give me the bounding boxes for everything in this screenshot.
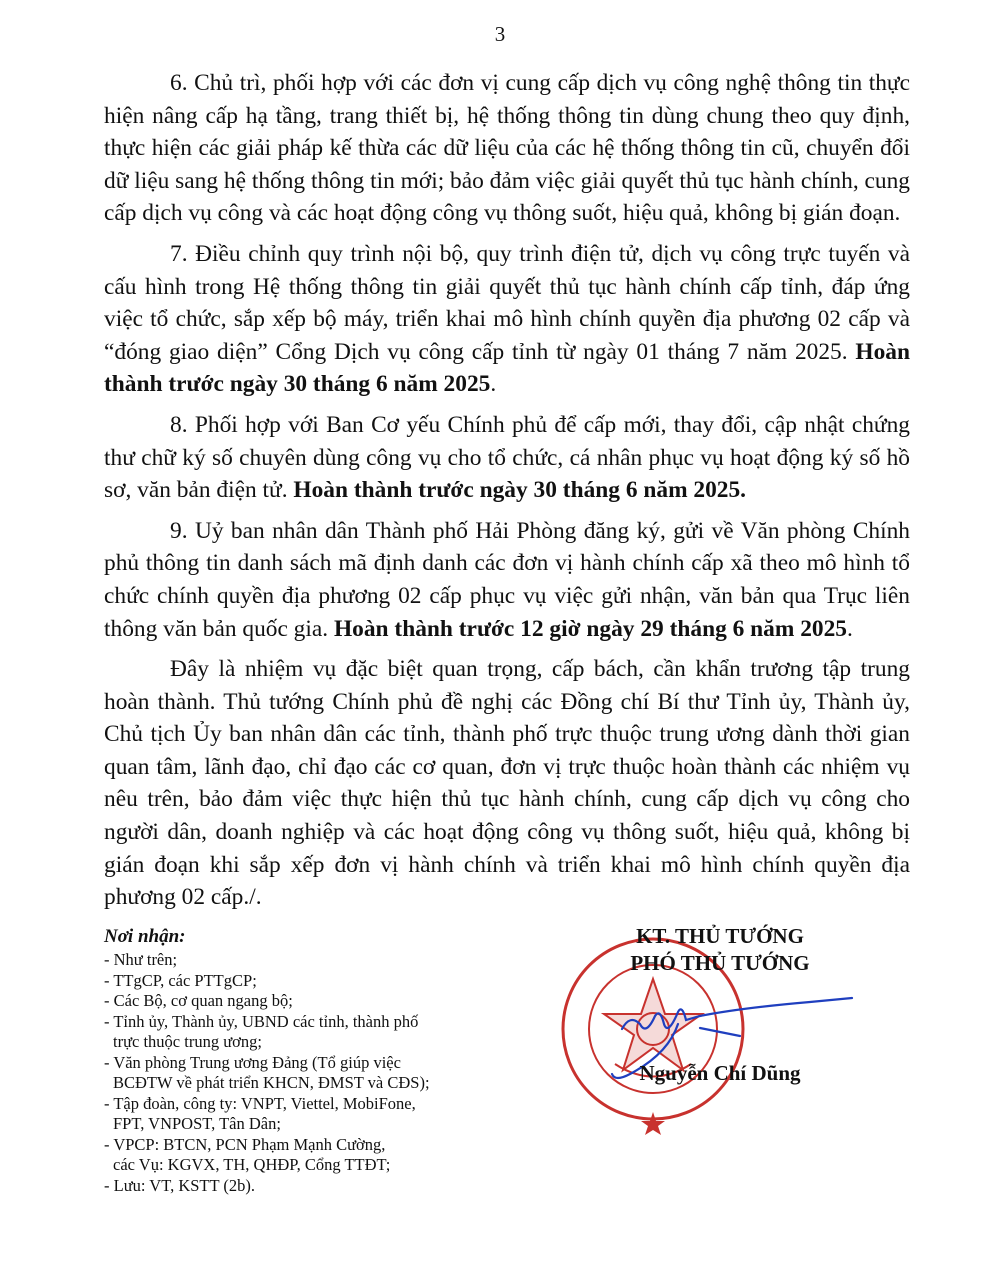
recipient-line: FPT, VNPOST, Tân Dân;	[113, 1114, 281, 1133]
paragraph-text: 7. Điều chỉnh quy trình nội bộ, quy trình điện tử, dịch vụ công trực tuyến và cấu hình trong Hệ thống thông tin giải quyết thủ tục hành chính cấp tỉnh, đáp ứng việc tổ chức, sắp xếp bộ máy, triển khai mô hình chính quyền địa phương 02 cấp và “đóng giao diện” Cổng Dịch vụ công cấp tỉnh từ ngày 01 tháng 7 năm 2025.	[104, 240, 910, 365]
paragraph-8	[104, 409, 910, 507]
recipient-item	[104, 1094, 524, 1135]
recipient-item	[104, 991, 524, 1012]
recipient-item	[104, 1135, 524, 1176]
page-number: 3	[494, 22, 506, 46]
paragraph-end: .	[846, 615, 853, 642]
recipient-line: - Các Bộ, cơ quan ngang bộ;	[104, 991, 293, 1010]
recipient-item	[104, 1176, 524, 1197]
paragraph-7	[104, 238, 910, 401]
recipient-line: các Vụ: KGVX, TH, QHĐP, Cổng TTĐT;	[113, 1155, 391, 1174]
paragraph-text: 6. Chủ trì, phối hợp với các đơn vị cung cấp dịch vụ công nghệ thông tin thực hiện nâng cấp hạ tầng, trang thiết bị, hệ thống thông tin dùng chung theo quy định, thực hiện các giải pháp kế thừa các dữ liệu của các hệ thống thông tin cũ, chuyển đổi dữ liệu sang hệ thống thông tin mới; bảo đảm việc giải quyết thủ tục hành chính, cung cấp dịch vụ công và các hoạt động công vụ thông suốt, hiệu quả, không bị gián đoạn.	[104, 70, 910, 227]
recipients-title: Nơi nhận:	[104, 926, 186, 947]
document-body	[104, 67, 910, 922]
recipient-line: - Tỉnh ủy, Thành ủy, UBND các tỉnh, thành phố	[104, 1011, 419, 1031]
signer-name: Nguyễn Chí Dũng	[639, 1061, 801, 1085]
recipient-line: - Tập đoàn, công ty: VNPT, Viettel, MobiFone,	[104, 1093, 416, 1113]
recipient-item	[104, 1053, 524, 1094]
recipient-item	[104, 971, 524, 992]
closing-paragraph	[104, 653, 910, 914]
signature-title-1: KT. THỦ TƯỚNG	[636, 924, 804, 948]
recipient-line: - Như trên;	[104, 950, 178, 969]
deadline-text: Hoàn thành trước 12 giờ ngày 29 tháng 6 năm 2025	[333, 615, 847, 642]
recipient-line: - Lưu: VT, KSTT (2b).	[104, 1175, 256, 1195]
paragraph-text: 8. Phối hợp với Ban Cơ yếu Chính phủ để cấp mới, thay đổi, cập nhật chứng thư chữ ký số chuyên dùng công vụ cho tổ chức, cá nhân phục vụ hoạt động ký số hồ sơ, văn bản điện tử.	[104, 411, 910, 504]
recipient-item	[104, 1012, 524, 1053]
paragraph-end: .	[490, 371, 497, 398]
paragraph-9	[104, 515, 910, 645]
paragraph-text: 9. Uỷ ban nhân dân Thành phố Hải Phòng đăng ký, gửi về Văn phòng Chính phủ thông tin danh sách mã định danh các đơn vị hành chính cấp xã theo mô hình tổ chức chính quyền địa phương 02 cấp phục vụ việc gửi nhận, văn bản qua Trục liên thông văn bản quốc gia.	[104, 517, 910, 642]
recipient-line: BCĐTW về phát triển KHCN, ĐMST và CĐS);	[113, 1073, 430, 1092]
recipient-line: - TTgCP, các PTTgCP;	[104, 970, 257, 990]
recipient-item	[104, 950, 524, 971]
recipient-line: trực thuộc trung ương;	[113, 1032, 262, 1051]
recipient-line: - VPCP: BTCN, PCN Phạm Mạnh Cường,	[104, 1134, 386, 1154]
deadline-text: Hoàn thành trước ngày 30 tháng 6 năm 2025.	[293, 477, 747, 504]
recipient-line: - Văn phòng Trung ương Đảng (Tổ giúp việc	[104, 1052, 401, 1072]
recipients-block	[104, 924, 524, 1196]
paragraph-text: Đây là nhiệm vụ đặc biệt quan trọng, cấp bách, cần khẩn trương tập trung hoàn thành. Thủ tướng Chính phủ đề nghị các Đồng chí Bí thư Tỉnh ủy, Thành ủy, Chủ tịch Ủy ban nhân dân các tỉnh, thành phố trực thuộc trung ương dành thời gian quan tâm, lãnh đạo, chỉ đạo các cơ quan, đơn vị trực thuộc hoàn thành các nhiệm vụ nêu trên, bảo đảm việc thực hiện thủ tục hành chính, cung cấp dịch vụ công cho người dân, doanh nghiệp và các hoạt động công vụ thông suốt, hiệu quả, không bị gián đoạn khi sắp xếp đơn vị hành chính và triển khai mô hình chính quyền địa phương 02 cấp./.	[104, 656, 910, 911]
paragraph-6	[104, 67, 910, 230]
deadline-text: Hoàn thành trước ngày 30 tháng 6 năm 2025	[104, 338, 910, 398]
signature-block	[560, 924, 880, 1144]
signature-title-2: PHÓ THỦ TƯỚNG	[630, 951, 810, 975]
